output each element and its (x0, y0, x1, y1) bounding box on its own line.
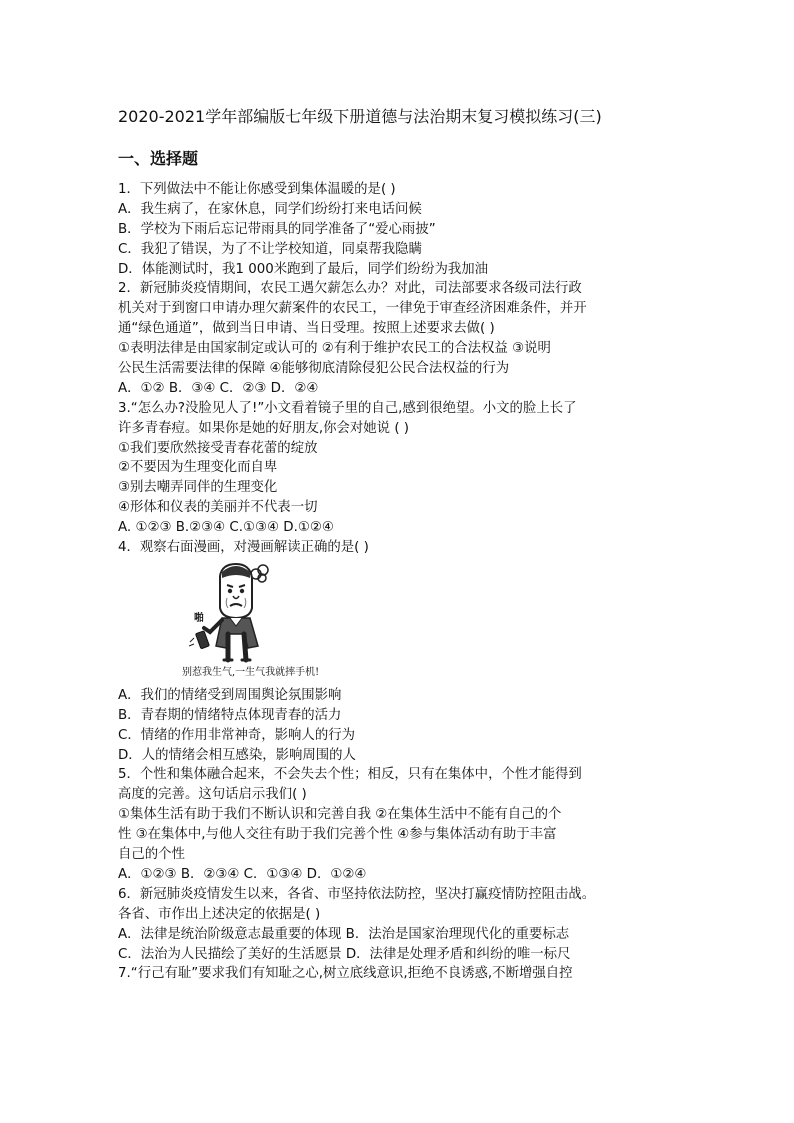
anger-puff-icon (251, 565, 268, 582)
sound-effect-text: 啪 (194, 612, 204, 624)
text-line: ①我们要欣然接受青春花蕾的绽放 (118, 440, 318, 456)
text-line: ③别去嘲弄同伴的生理变化 (118, 480, 278, 496)
text-line: 自己的个性 (118, 847, 185, 863)
text-line: 许多青春痘。如果你是她的好朋友,你会对她说 ( ) (118, 420, 410, 436)
text-line: D．体能测试时，我1 000米跑到了最后，同学们纷纷为我加油 (118, 261, 489, 277)
text-line: 机关对于到窗口申请办理欠薪案件的农民工，一律免于审查经济困难条件，并开 (118, 301, 587, 317)
text-line: 1．下列做法中不能让你感受到集体温暖的是( ) (118, 182, 396, 197)
text-line: A．①②③ B．②③④ C．①③④ D．①②④ (118, 866, 367, 882)
text-line: 5．个性和集体融合起来，不会失去个性；相反，只有在集体中，个性才能得到 (118, 767, 582, 783)
text-line: B．青春期的情绪特点体现青春的活力 (118, 707, 342, 723)
text-line: A．①② B．③④ C．②③ D．②④ (118, 380, 319, 396)
text-line: 3.“怎么办?没脸见人了!”小文看着镜子里的自己,感到很绝望。小文的脸上长了 (118, 400, 577, 416)
cartoon-illustration (194, 558, 330, 664)
text-line: A．我生病了，在家休息，同学们纷纷打来电话问候 (118, 201, 422, 217)
text-line: A．法律是统治阶级意志最重要的体现 B．法治是国家治理现代化的重要标志 (118, 926, 570, 942)
text-line: 通“绿色通道”，做到当日申请、当日受理。按照上述要求去做( ) (118, 321, 495, 337)
text-line: ①表明法律是由国家制定或认可的 ②有利于维护农民工的合法权益 ③说明 (118, 341, 551, 357)
lines-before-image (118, 180, 678, 558)
text-line: ④形体和仪表的美丽并不代表一切 (118, 500, 318, 516)
text-line: ①集体生活有助于我们不断认识和完善自我 ②在集体生活中不能有自己的个 (118, 807, 562, 823)
text-line: C．情绪的作用非常神奇，影响人的行为 (118, 727, 355, 743)
text-line: 高度的完善。这句话启示我们( ) (118, 787, 307, 803)
text-line: A. ①②③ B.②③④ C.①③④ D.①②④ (118, 520, 334, 536)
text-line: 4．观察右面漫画，对漫画解读正确的是( ) (118, 540, 369, 556)
lines-after-image (118, 686, 678, 984)
cartoon-caption: 别惹我生气,一生气我就摔手机! (182, 666, 320, 678)
text-line: C．我犯了错误，为了不让学校知道，同桌帮我隐瞒 (118, 241, 422, 257)
text-line: 各省、市作出上述决定的依据是( ) (118, 906, 321, 922)
text-line: 公民生活需要法律的保障 ④能够彻底清除侵犯公民合法权益的行为 (118, 361, 510, 377)
text-line: ②不要因为生理变化而自卑 (118, 460, 278, 476)
text-line: 6．新冠肺炎疫情发生以来，各省、市坚持依法防控，坚决打赢疫情防控阻击战。 (118, 886, 596, 902)
text-line: 7.“行己有耻”要求我们有知耻之心,树立底线意识,拒绝不良诱惑,不断增强自控 (118, 966, 573, 982)
text-line: A．我们的情绪受到周围舆论氛围影响 (118, 687, 342, 703)
section-heading: 一、选择题 (118, 149, 199, 168)
document-title: 2020-2021学年部编版七年级下册道德与法治期末复习模拟练习(三) (118, 107, 602, 126)
text-line: B．学校为下雨后忘记带雨具的同学准备了“爱心雨披” (118, 221, 436, 237)
questions-body (118, 180, 678, 984)
phone-icon (189, 631, 209, 649)
cartoon-figure (118, 558, 678, 686)
text-line: C．法治为人民描绘了美好的生活愿景 D．法律是处理矛盾和纠纷的唯一标尺 (118, 946, 571, 962)
text-line: D．人的情绪会相互感染，影响周围的人 (118, 747, 356, 763)
text-line: 性 ③在集体中,与他人交往有助于我们完善个性 ④参与集体活动有助于丰富 (118, 827, 557, 843)
text-line: 2．新冠肺炎疫情期间，农民工遇欠薪怎么办？对此，司法部要求各级司法行政 (118, 281, 582, 297)
